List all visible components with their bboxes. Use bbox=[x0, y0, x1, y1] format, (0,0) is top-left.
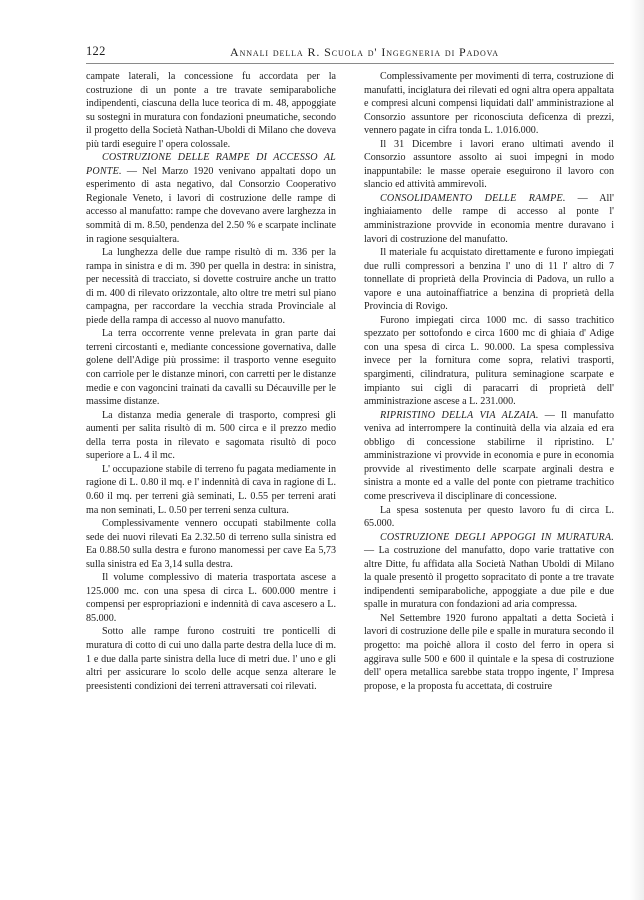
paragraph bbox=[364, 409, 614, 504]
paragraph bbox=[364, 612, 614, 693]
paragraph bbox=[86, 246, 336, 327]
paragraph bbox=[86, 327, 336, 408]
paragraph-text: La terra occorrente venne prelevata in gran parte dai terreni circostanti e, mediante concessione governativa, dalle golene dell'Adige più prossime: il trasporto venne eseguito con carriole per le distanze minori, con carretti per le distanze medie e con vagoncini trainati da cavalli su Décauville per le massime distanze. bbox=[86, 328, 336, 408]
running-header bbox=[86, 44, 614, 60]
paragraph-text: La distanza media generale di trasporto, compresi gli aumenti per salita risultò di m. 500 circa e il prezzo medio della terra posta in rilevato e sagomata risultò di poco superiore a L. 4 il mc. bbox=[86, 409, 336, 462]
paragraph-text: La lunghezza delle due rampe risultò di m. 336 per la rampa in sinistra e di m. 390 per quella in destra: in sinistra, per necessità di tracciato, si dovette costruire anche un tratto di m. 400 di rilevato orizzontale, alto oltre tre metri sul piano campagna, per raccordare la vecchia strada Provinciale al piede della rampa di accesso al nuovo manufatto. bbox=[86, 247, 336, 326]
paragraph bbox=[364, 531, 614, 612]
paragraph-text: Complessivamente vennero occupati stabilmente colla sede dei nuovi rilevati Ea 2.32.50 di terreno sulla sinistra ed Ea 0.88.50 sulla destra e furono manomessi per cave Ea 5,73 sulla sinistra ed Ea 3,14 sulla destra. bbox=[86, 518, 336, 570]
paragraph-text: — La costruzione del manufatto, dopo varie trattative con altre Ditte, fu affidata alla Società Nathan Uboldi di Milano la quale presentò il progetto sopracitato di ponte a tre travate indipendenti semiparaboliche, appoggiate a due pile e due spalle in muratura con fondazioni ad aria compressa. bbox=[364, 545, 614, 611]
paragraph bbox=[364, 138, 614, 192]
paragraph bbox=[364, 70, 614, 138]
paragraph-text: La spesa sostenuta per questo lavoro fu di circa L. 65.000. bbox=[364, 504, 614, 530]
paragraph-text: — Nel Marzo 1920 venivano appaltati dopo un esperimento di asta negativo, dal Consorzio Cooperativo Regionale Veneto, i lavori di costruzione delle rampe di accesso al manufatto: rampe che dovevano avere larghezza in sommità di m. 8.50, pendenza del 2.50 % e scarpate inclinate in ragione sesquialtera. bbox=[86, 165, 336, 245]
page-edge-shadow bbox=[630, 0, 644, 900]
paragraph bbox=[364, 246, 614, 314]
paragraph-text: campate laterali, la concessione fu accordata per la costruzione di un ponte a tre travate semiparaboliche indipendenti, ciascuna della luce teorica di m. 48, appoggiate su sostegni in muratura con fondazioni pneumatiche, secondo il progetto della Società Nathan-Uboldi di Milano che doveva più tardi eseguire l' opera colossale. bbox=[86, 71, 336, 150]
paragraph bbox=[86, 151, 336, 246]
paragraph-text: — All' inghiaiamento delle rampe di accesso al ponte l' amministrazione provvide in economia mentre duravano i lavori di costruzione del manufatto. bbox=[364, 192, 614, 245]
paragraph bbox=[364, 314, 614, 409]
paragraph-text: Il materiale fu acquistato direttamente e furono impiegati due rulli compressori a benzina l' uno di 11 l' altro di 7 tonnellate di proprietà della Provincia di Padova, un rullo a vapore e una autoinaffiatrice a benzina di proprietà della Provincia di Rovigo. bbox=[364, 247, 614, 313]
section-heading: COSTRUZIONE DELLE RAMPE DI ACCESSO AL PONTE. bbox=[86, 152, 336, 177]
left-text-column bbox=[86, 70, 336, 693]
section-heading: COSTRUZIONE DEGLI APPOGGI IN MURATURA. bbox=[380, 531, 614, 543]
section-heading: CONSOLIDAMENTO DELLE RAMPE. bbox=[380, 192, 566, 204]
paragraph-text: Complessivamente per movimenti di terra, costruzione di manufatti, inciglatura dei rilevati ed ogni altra opera appaltata e compresi alcuni compensi liquidati dall' amministrazione al Consorzio assuntore per riconosciuta deficenza di prezzi, vennero pagate in cifra tonda L. 1.016.000. bbox=[364, 71, 614, 137]
right-text-column bbox=[364, 70, 614, 693]
paragraph bbox=[86, 463, 336, 517]
paragraph bbox=[86, 625, 336, 693]
paragraph-text: Il 31 Dicembre i lavori erano ultimati avendo il Consorzio assuntore assolto ai suoi impegni in modo inappuntabile: le masse operaie eseguirono il lavoro con slancio ed attività ammirevoli. bbox=[364, 138, 614, 191]
paragraph-text: — Il manufatto veniva ad interrompere la continuità della via alzaia ed era obbligo di concessione stabilirne il ripristino. L' amministrazione vi provvide in economia e pure in economia provvide al rivestimento delle scarpate arginali destra e sinistra a monte ed a valle del ponte con pietrame trachitico come prescriveva il disciplinare di concessione. bbox=[364, 409, 614, 502]
paragraph bbox=[364, 504, 614, 531]
section-heading: RIPRISTINO DELLA VIA ALZAIA. bbox=[380, 409, 539, 421]
running-title: Annali della R. Scuola d' Ingegneria di Padova bbox=[230, 45, 499, 59]
page-number: 122 bbox=[86, 44, 106, 58]
paragraph-text: L' occupazione stabile di terreno fu pagata mediamente in ragione di L. 0.80 il mq. e l' indennità di cava in ragione di L. 0.60 il mq. per terreni già seminati, L. 0.55 per terreni arati ma non seminati, L. 0.50 per terreni senza cultura. bbox=[86, 463, 336, 516]
header-rule bbox=[86, 63, 614, 64]
paragraph bbox=[86, 571, 336, 625]
paragraph bbox=[86, 409, 336, 463]
paragraph-text: Furono impiegati circa 1000 mc. di sasso trachitico spezzato per sottofondo e circa 1600 mc di ghiaia d' Adige con una spesa di circa L. 90.000. La spesa complessiva invece per la fornitura come sopra, relativi trasporti, spargimenti, cilindratura, pulitura seminagione scarpate e impianto sui cigli di paracarri di proprietà dell' amministrazione ascese a L. 231.000. bbox=[364, 314, 614, 408]
paragraph-text: Nel Settembre 1920 furono appaltati a detta Società i lavori di costruzione delle pile e spalle in muratura secondo il progetto: ma poichè allora il costo del ferro in opera si aggirava sulle 500 e 600 il quintale e la spesa di costruzione dell' opera metallica sarebbe stata troppo ingente, l' Impresa propose, e la proposta fu accettata, di costruire bbox=[364, 612, 614, 692]
paragraph-text: Sotto alle rampe furono costruiti tre ponticelli di muratura di cotto di cui uno dalla parte destra della luce di m. 1 e due dalla parte sinistra della luce di metri due. l' uno e gli altri per assicurare lo scolo delle acque senza alterare le preesistenti condizioni dei terreni attraversati coi rilevati. bbox=[86, 626, 336, 692]
paragraph bbox=[86, 517, 336, 571]
paragraph bbox=[86, 70, 336, 151]
paragraph bbox=[364, 192, 614, 246]
paragraph-text: Il volume complessivo di materia trasportata ascese a 125.000 mc. con una spesa di circa L. 600.000 mentre i compensi per espropriazioni e indennità di cava ascesero a L. 85.000. bbox=[86, 572, 336, 624]
